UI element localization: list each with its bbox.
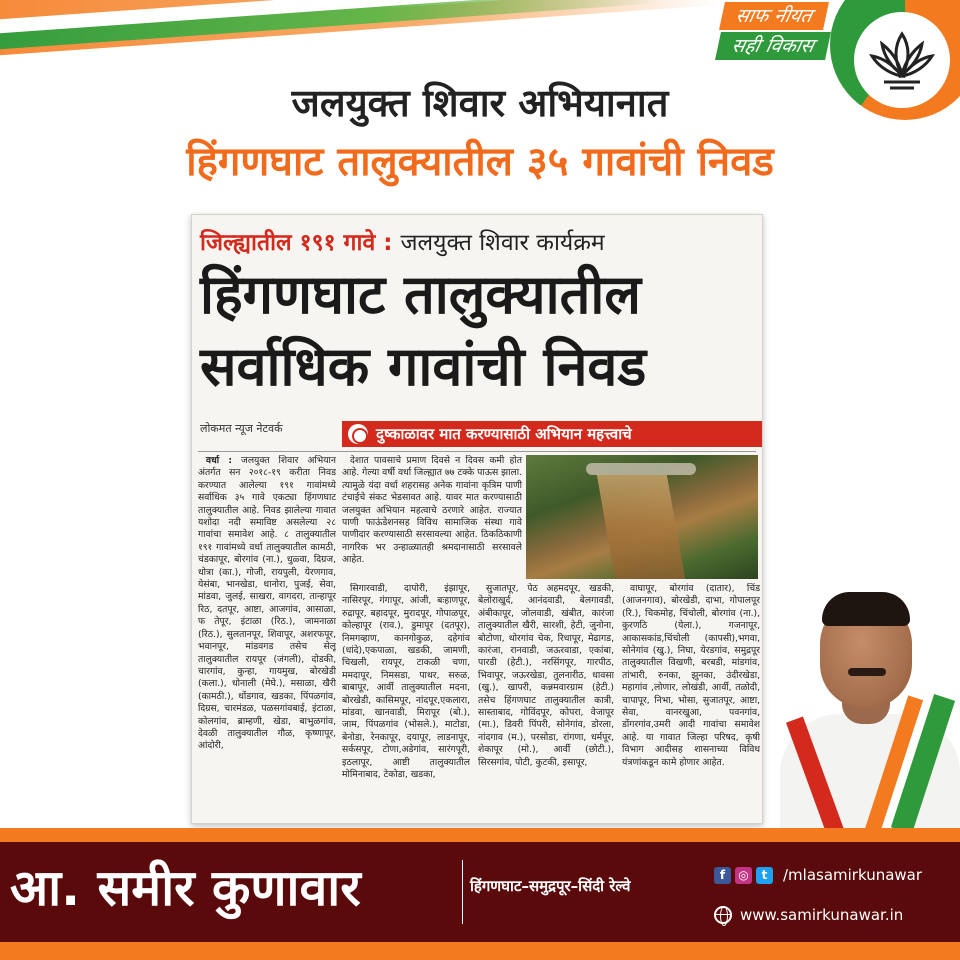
article-column-2-text: देशात पावसाचे प्रमाण दिवसे न दिवस कमी होत आहे. गेल्या वर्षी वर्धा जिल्ह्यात ७७ टक्के पाऊस झाला. त्यामुळे यंदा वर्धा शहरासह अनेक गावांना कृत्रिम पाणी टंचाईचे संकट भेडसावत आहे. यावर मात करण्यासाठी जलयुक्त अभियान महत्वाचे ठरणारे आहेत. राज्यात पाणी फाऊंडेशनसह विविध सामाजिक संस्था गावे पाणीदार करण्यासाठी सरसावल्या आहेत. ठिकठिकाणी नागरिक भर उन्हाळ्यातही श्रमदानासाठी सरसावले आहेत. — [342, 455, 522, 566]
article-column-5 — [622, 583, 760, 821]
newspaper-clipping — [191, 214, 763, 824]
website-link[interactable]: www.samirkunawar.in — [740, 906, 904, 924]
website-row — [714, 906, 903, 924]
article-column-3-text: सिगारवाडी, दापोरी, इंझापूर, नासिरपूर, गंगापूर, आंजी, बःहाणपूर, रुद्रापूर, बहादपूर, मुरादपूर, गोपाळपूर, कोल्हापूर (राव.), डुमापूर (दतपूर), निमगव्हाण, कानगोकुळ, दहेगांव (धांदे),एकपाळा, खडकी, जामणी, चिखली, रायपूर, टाकळी चणा, ममदापूर, निमसडा, पाथर, सरुळ, बाबापूर, आर्वी तालुक्यातील मदना, बोरखेडी, कासिमपूर, नांदपूर,एकलारा, मांडवा, खानवाडी, मिरापूर (बो.), जाम, पिंपळगांव (भोसले.), माटोडा, बेनोडा, रेनकापूर, दयापूर, लाडनापूर, सर्कसपूर, टोणा,अडेगांव, सारंगपूरी, इठलापूर, आष्टी तालुक्यातील मोमिनाबाद, टेकोडा, खडका, — [342, 583, 470, 781]
portrait-hair — [822, 592, 910, 626]
dateline: वर्धा : — [206, 455, 233, 466]
article-column-4-text: सुजातपूर, पेठ अहमदपूर, खडकी, बेलोराखुर्द, आनंदवाडी, बेलगावडी, अंबीकापूर, जोलवाडी, खंबीत, कारंजा तालुक्यातील खैरी, सारशी, हेटी, जुनोना, बोटोणा, थोरगांव चेक, रिधापूर, मेढागड, कारंजा, रानवाडी, जऊरवाडा, एकांबा, पारडी (हेटी.), नरसिंगपूर, गारपीठ, भिवापूर, जऊरखेडा, तुलनारीठ, धावसा (खु.), खापरी, कन्नमवारग्राम (हेटी.) तसेच हिंगणघाट तालुक्यातील कात्री, सास्ताबाद, गोविंदपूर, कोपरा, वेजापूर (मा.), डिवरी पिंपरी, सोनेगांव, डोरला, नांदगाव (म.), परसोडा, रांगणा, धर्मपूर, शेकापूर (मो.), आर्वी (छोटी.), सिरसगांव, पोटी, कुटकी, इसापूर, — [478, 583, 614, 768]
clipping-sub-banner — [342, 421, 762, 447]
no-entry-icon — [348, 424, 368, 444]
photo-water — [597, 475, 685, 579]
article-column-4 — [478, 583, 614, 821]
heading-line-2: हिंगणघाट तालुक्यातील ३५ गावांची निवड — [186, 139, 774, 185]
portrait-moustache — [848, 668, 886, 676]
news-photo — [526, 455, 758, 579]
heading-line-1: जलयुक्त शिवार अभियानात — [291, 81, 669, 125]
kicker-black: जलयुक्त शिवार कार्यक्रम — [400, 230, 605, 256]
sub-banner-text: दुष्काळावर मात करण्यासाठी अभियान महत्त्वाचे — [376, 425, 632, 443]
article-column-5-text: वाघापूर, बोरगांव (दातार), चिंड (आजनगाव), बोरखेडी, दाभा, गोपालपूर (रि.), चिकमोह, चिंचोली, बोरगांव (ना.), कुरणठि (येला.), गजनापूर, आकासकांड,चिंचोली (कापसी),भगवा, सोनेगांव (खु.), निघा, येरडगांव, समुद्रपूर तालुक्यातील विखणी, बरबडी, मांडगांव, तांभारी, रुनका, झुनका, उंदीरखेडा, महागांव ,लोणार, लोखंडी, आर्वी, तळोदी, चापापूर, निभा, भोसा, सुजातपूर, आष्टा, सेवा, वानरखुआ, पवनगांव, डोंगरगांव,उमरी आदी गावांचा समावेश आहे. या गावात जिल्हा परिषद, कृषी विभाग आदीसह शासनाच्या विविध यंत्रणांकडून कामे होणार आहेत. — [622, 583, 760, 768]
portrait-photo — [776, 586, 960, 828]
constituency-label: हिंगणघाट–समुद्रपूर–सिंदी रेल्वे — [470, 877, 631, 895]
footer-divider — [462, 860, 463, 924]
footer-top-stripe — [0, 828, 960, 842]
kicker-red: जिल्ह्यातील १९१ गावे : — [200, 230, 393, 256]
social-row — [714, 866, 922, 884]
clipping-headline: हिंगणघाट तालुक्यातील सर्वाधिक गावांची निवड — [200, 263, 647, 398]
column-rule — [198, 451, 756, 452]
globe-icon — [714, 906, 732, 924]
social-handle[interactable]: /mlasamirkunawar — [783, 866, 923, 884]
tagline-2: सही विकास — [715, 32, 831, 60]
tagline-1: साफ नीयत — [719, 2, 829, 30]
photo-foam — [586, 463, 696, 475]
clipping-kicker — [200, 225, 605, 257]
twitter-icon[interactable]: t — [756, 867, 773, 884]
article-column-1 — [198, 455, 336, 821]
facebook-icon[interactable]: f — [714, 867, 731, 884]
footer-bottom-stripe — [0, 942, 960, 960]
article-column-2 — [342, 455, 522, 583]
article-column-1-text: जलयुक्त शिवार अभियान अंतर्गत सन २०१८-१९ करीता निवड करण्यात आलेल्या १९१ गावांमध्ये सर्वाधिक ३५ गावे एकट्या हिंगणघाट तालुक्यातील आहे. निवड झालेल्या गावात यशोदा नदी समाविष्ट असलेल्या २८ गावांचा समावेश आहे. ८ तालुक्यातील १९१ गावांमध्ये वर्धा तालुक्यातील कामठी, चंडकापूर, बोरगांव (ना.), धुळ्वा, दिग्रज, धोत्रा (का.), गोजी, रायपुली, येरणगाव, येसंबा, भानखेडा, धानोरा, पुजई, सेवा, मांडवा, जुलई, साखरा, वागदरा, तान्हापूर रिठ, दतपूर, आष्टा, आजगांव, आसाळा, फ तेपूर, इंटाळा (रिठ.), जामनाळा (रिठ.), सुलतानपूर, शिवापूर, अशरफपूर, भवानपूर, मांडवगड तसेच सेलू तालुक्यातील रायपूर (जंगली), दोडकी, चारगांव, कुन्हा, गायमुख, बोरखेडी (कला.), धोनाली (मेघे.), मसाळा, खैरी (कामठी.), धोंडगाव, खडका, पिंपळगांव, दिग्रस, चारमंडळ, पळसगांवबाई, इंटाळा, कोलगांव, ब्राम्हणी, खेडा, बाभुळगांव, देवळी तालुक्यातील गौळ, कृष्णापूर, आंदोरी, — [198, 455, 336, 752]
instagram-icon[interactable]: ◎ — [735, 867, 752, 884]
article-column-3 — [342, 583, 470, 821]
clipping-byline: लोकमत न्यूज नेटवर्क — [200, 422, 283, 435]
leader-name: आ. समीर कुणावार — [10, 859, 361, 917]
